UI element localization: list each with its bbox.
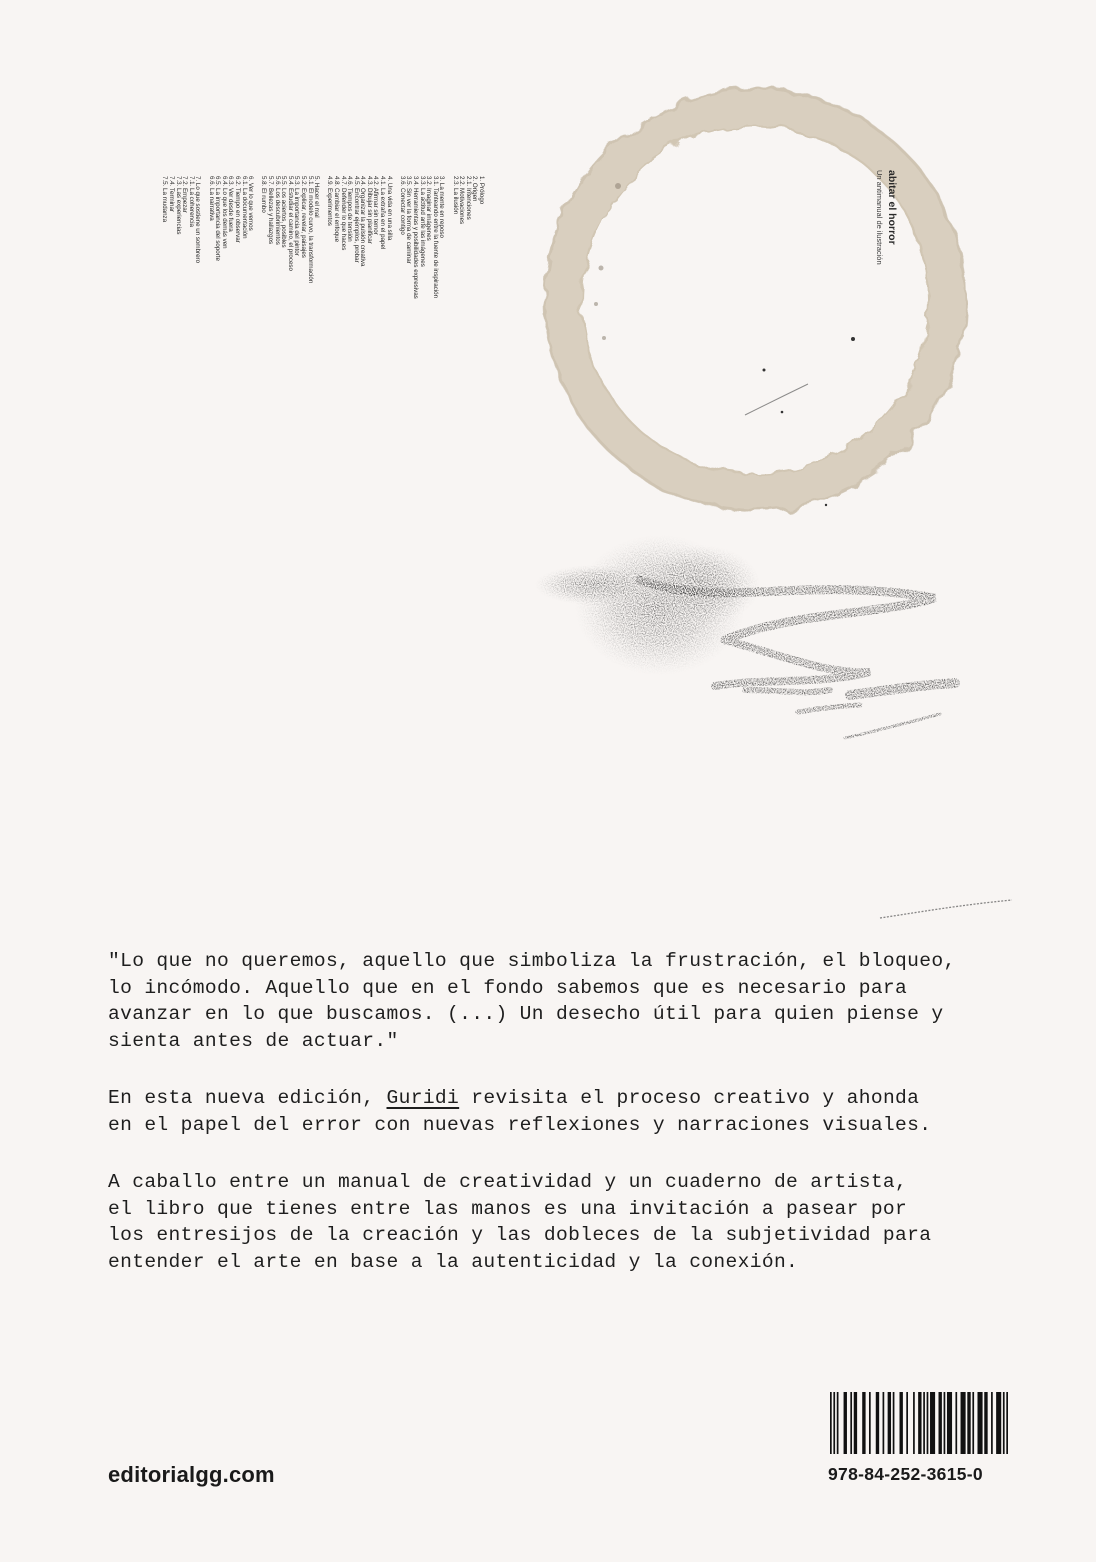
- toc-entry: 6.5. La importancia del soporte: [214, 176, 222, 261]
- toc-entry: 3.6. Conectar contigo: [398, 176, 406, 235]
- text-line: lo incómodo. Aquello que en el fondo sabemos que es necesario para: [108, 976, 908, 999]
- toc-entry: 5.5. Los aciertos, posibles: [280, 176, 288, 248]
- thin-scratch: [745, 384, 808, 415]
- toc-entry: 4.2. Afirmar sin temor: [372, 176, 380, 235]
- barcode-bar: [833, 1392, 835, 1454]
- text-segment: revisita el proceso creativo y ahonda: [459, 1087, 920, 1109]
- text-line: [108, 1085, 1028, 1112]
- text-line: "Lo que no queremos, aquello que simboliza la frustración, el bloqueo,: [108, 950, 956, 972]
- text-line: entender el arte en base a la autenticidad y la conexión.: [108, 1250, 799, 1273]
- toc-entry: 5. Hacer el mal: [313, 176, 321, 218]
- barcode-bar: [854, 1392, 857, 1454]
- toc-entry: 4.8. Cambiar el enfoque: [332, 176, 340, 243]
- toc-entry: 4.1. La extraña en el papel: [379, 176, 387, 250]
- toc-entry: 7. Lo que sostiene un sombrero: [194, 176, 202, 264]
- barcode-bar: [991, 1392, 993, 1454]
- barcode-bar: [1006, 1392, 1008, 1454]
- toc-entry: 5.4. Estudiar el camino, el proceso: [286, 176, 294, 271]
- barcode-bar: [844, 1392, 847, 1454]
- barcode-bar: [893, 1392, 895, 1454]
- toc-entry: 5.7. Bellezas y hallazgos: [267, 176, 274, 245]
- toc-entry: [319, 176, 326, 346]
- barcode-bar: [862, 1392, 865, 1454]
- barcode-bar: [939, 1392, 942, 1454]
- toc-entry: 4. Una vida en una silla: [385, 176, 393, 241]
- barcode-bar: [984, 1392, 987, 1454]
- barcode-bar: [947, 1392, 952, 1454]
- quote-paragraph: [108, 948, 1028, 1054]
- barcode-bar: [906, 1392, 908, 1454]
- barcode-bar: [977, 1392, 982, 1454]
- table-of-contents: [84, 176, 484, 346]
- toc-entry: 6. Ver lo que vemos: [247, 176, 255, 231]
- author-link[interactable]: Guridi: [386, 1087, 460, 1109]
- toc-entry: 4.9. Experimentos: [326, 176, 334, 226]
- toc-entry: 5.3. La importancia del pintor: [293, 176, 301, 256]
- barcode-bar: [955, 1392, 957, 1454]
- description-paragraph: [108, 1169, 1028, 1275]
- barcode-bar: [869, 1392, 871, 1454]
- text-line: A caballo entre un manual de creatividad y un cuaderno de artista,: [108, 1171, 908, 1193]
- toc-entry: 3.2. Imaginar imágenes: [425, 176, 433, 241]
- barcode-bar: [967, 1392, 970, 1454]
- barcode-bar: [923, 1392, 925, 1454]
- toc-entry: 6.6. La narrativa: [207, 176, 215, 221]
- toc-entry: 6.2. Tiempo en observar: [234, 176, 242, 243]
- toc-entry: [444, 176, 451, 346]
- toc-entry: 4.5. Encontrar ejemplos, probar: [352, 176, 360, 263]
- barcode-bar: [1003, 1392, 1005, 1454]
- isbn-number: 978-84-252-3615-0: [828, 1464, 983, 1484]
- toc-entry: 3.5. Sin ver la forma de caminar: [405, 176, 413, 264]
- toc-entry: 5.1. El modelo curvo, la transformación: [306, 176, 314, 284]
- toc-entry: 7.1. La coherencia: [187, 176, 195, 227]
- barcode-bar: [850, 1392, 852, 1454]
- toc-entry: 6.4. Lo que los demás ven: [220, 176, 228, 249]
- toc-entry: 6.3. Ver desde fuera: [227, 176, 235, 232]
- toc-entry: 5.2. Explicar, revelar, paisajes: [299, 176, 307, 258]
- barcode-bar: [930, 1392, 935, 1454]
- barcode: [830, 1392, 1008, 1454]
- text-line: avanzar en lo que buscamos. (...) Un desecho útil para quien piense y: [108, 1003, 944, 1025]
- book-title-vertical: [868, 170, 898, 330]
- barcode-bar: [876, 1392, 879, 1454]
- coffee-ring-stain: [545, 90, 965, 510]
- toc-entry: 2.3. La ilusión: [451, 176, 459, 215]
- text-line: el libro que tienes entre las manos es una invitación a pasear por: [108, 1197, 908, 1220]
- barcode-bar: [837, 1392, 839, 1454]
- barcode-bar: [918, 1392, 921, 1454]
- toc-entry: 7.5. La mudanza: [161, 176, 169, 223]
- barcode-graphic: [830, 1392, 1008, 1454]
- barcode-bar: [830, 1392, 832, 1454]
- barcode-bar: [888, 1392, 891, 1454]
- charcoal-smudge: [535, 535, 760, 675]
- text-line: los entresijos de la creación y las dobleces de la subjetividad para: [108, 1224, 932, 1246]
- toc-entry: 2.2. Motivaciones: [458, 176, 466, 225]
- edition-paragraph: [108, 1085, 1028, 1138]
- toc-entry: 4.3. Dibujar sin planificar: [365, 176, 373, 244]
- barcode-bar: [927, 1392, 929, 1454]
- barcode-bar: [913, 1392, 915, 1454]
- barcode-bar: [944, 1392, 946, 1454]
- book-title: abitar el horror: [886, 170, 898, 245]
- toc-entry: 4.4. Organizar la pulsión creativa: [359, 176, 367, 267]
- book-subtitle: Un antimanual de ilustración: [875, 170, 884, 265]
- toc-entry: 4.6. Tiempos de tensión: [346, 176, 354, 242]
- toc-entry: 7.2. Empezar: [181, 176, 189, 213]
- barcode-bar: [883, 1392, 885, 1454]
- synopsis: [108, 948, 1028, 1306]
- pencil-line: [880, 900, 1012, 918]
- text-segment: En esta nueva edición,: [108, 1087, 387, 1109]
- text-line: en el papel del error con nuevas reflexiones y narraciones visuales.: [108, 1113, 932, 1136]
- toc-entry: 3.3. La actitud ante las imágenes: [418, 176, 426, 267]
- toc-entry: 2.1. Intenciones: [464, 176, 472, 220]
- text-line: sienta antes de actuar.": [108, 1029, 399, 1052]
- toc-entry: 6.1. La documentación: [240, 176, 248, 239]
- toc-entry: 5.8. El rumbo: [260, 176, 268, 213]
- toc-entry: 5.6. Los descubrimientos: [273, 176, 281, 245]
- barcode-bar: [961, 1392, 966, 1454]
- toc-entry: 3.1. Tanteando entre la fuente de inspiración: [431, 176, 439, 299]
- publisher-website[interactable]: editorialgg.com: [108, 1462, 275, 1487]
- barcode-bar: [996, 1392, 1001, 1454]
- toc-entry: 7.3. Las experiencias: [174, 176, 182, 235]
- toc-entry: 3.4. Herramientas y posibilidades expresivas: [412, 176, 420, 299]
- toc-entry: 4.7. Defender lo que haces: [339, 176, 347, 251]
- toc-entry: 2. Origen: [471, 176, 479, 202]
- toc-entry: [253, 176, 260, 346]
- toc-entry: [200, 176, 207, 346]
- toc-entry: 1. Prólogo: [478, 176, 485, 205]
- toc-entry: 3. La mente en reposo: [438, 176, 446, 238]
- barcode-bar: [900, 1392, 903, 1454]
- toc-entry: 7.4. Terminar: [168, 176, 176, 212]
- barcode-bar: [972, 1392, 974, 1454]
